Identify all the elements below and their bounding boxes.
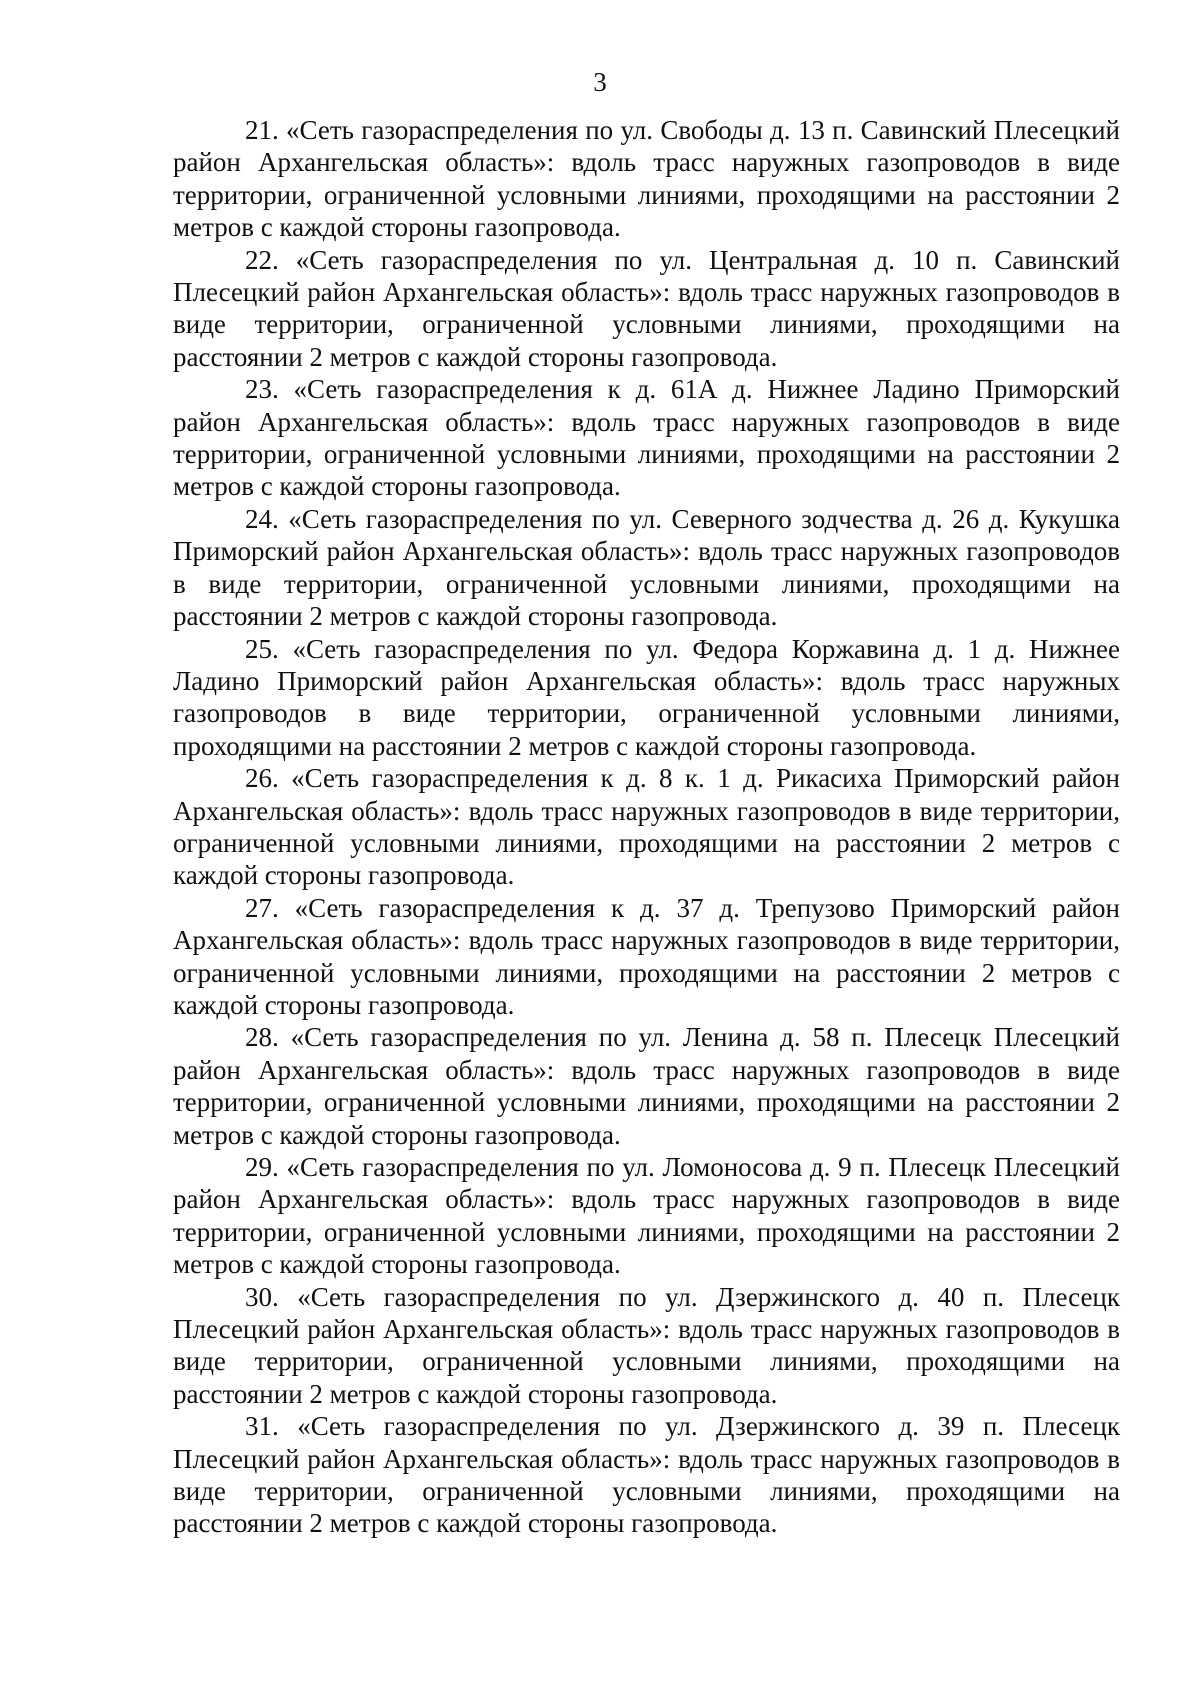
list-item-21: 21. «Сеть газораспределения по ул. Свободы д. 13 п. Савинский Плесецкий район Архангельская область»: вдоль трасс наружных газопроводов в виде территории, ограниченной условными линиями, проходящими на расстоянии 2 метров с каждой стороны газопровода. — [173, 115, 1120, 243]
list-item-22: 22. «Сеть газораспределения по ул. Центральная д. 10 п. Савинский Плесецкий район Архангельская область»: вдоль трасс наружных газопроводов в виде территории, ограниченной условными линиями, проходящими на расстоянии 2 метров с каждой стороны газопровода. — [173, 244, 1120, 372]
list-item-25: 25. «Сеть газораспределения по ул. Федора Коржавина д. 1 д. Нижнее Ладино Приморский район Архангельская область»: вдоль трасс наружных газопроводов в виде территории, ограниченной условными линиями, проходящими на расстоянии 2 метров с каждой стороны газопровода. — [173, 633, 1120, 761]
list-item-29: 29. «Сеть газораспределения по ул. Ломоносова д. 9 п. Плесецк Плесецкий район Архангельская область»: вдоль трасс наружных газопроводов в виде территории, ограниченной условными линиями, проходящими на расстоянии 2 метров с каждой стороны газопровода. — [173, 1152, 1120, 1280]
list-item-24: 24. «Сеть газораспределения по ул. Северного зодчества д. 26 д. Кукушка Приморский район Архангельская область»: вдоль трасс наружных газопроводов в виде территории, ограниченной условными линиями, проходящими на расстоянии 2 метров с каждой стороны газопровода. — [173, 503, 1120, 632]
page-number: 3 — [593, 67, 607, 97]
list-item-28: 28. «Сеть газораспределения по ул. Ленина д. 58 п. Плесецк Плесецкий район Архангельская область»: вдоль трасс наружных газопроводов в виде территории, ограниченной условными линиями, проходящими на расстоянии 2 метров с каждой стороны газопровода. — [173, 1022, 1120, 1150]
list-item-27: 27. «Сеть газораспределения к д. 37 д. Трепузово Приморский район Архангельская область»: вдоль трасс наружных газопроводов в виде территории, ограниченной условными линиями, проходящими на расстоянии 2 метров с каждой стороны газопровода. — [173, 892, 1120, 1020]
list-item-30: 30. «Сеть газораспределения по ул. Дзержинского д. 40 п. Плесецк Плесецкий район Архангельская область»: вдоль трасс наружных газопроводов в виде территории, ограниченной условными линиями, проходящими на расстоянии 2 метров с каждой стороны газопровода. — [173, 1281, 1120, 1409]
list-item-31: 31. «Сеть газораспределения по ул. Дзержинского д. 39 п. Плесецк Плесецкий район Архангельская область»: вдоль трасс наружных газопроводов в виде территории, ограниченной условными линиями, проходящими на расстоянии 2 метров с каждой стороны газопровода. — [173, 1411, 1120, 1539]
list-item-26: 26. «Сеть газораспределения к д. 8 к. 1 д. Рикасиха Приморский район Архангельская область»: вдоль трасс наружных газопроводов в виде территории, ограниченной условными линиями, проходящими на расстоянии 2 метров с каждой стороны газопровода. — [173, 763, 1120, 891]
list-item-23: 23. «Сеть газораспределения к д. 61А д. Нижнее Ладино Приморский район Архангельская область»: вдоль трасс наружных газопроводов в виде территории, ограниченной условными линиями, проходящими на расстоянии 2 метров с каждой стороны газопровода. — [173, 374, 1120, 502]
document-body — [173, 114, 1120, 1540]
